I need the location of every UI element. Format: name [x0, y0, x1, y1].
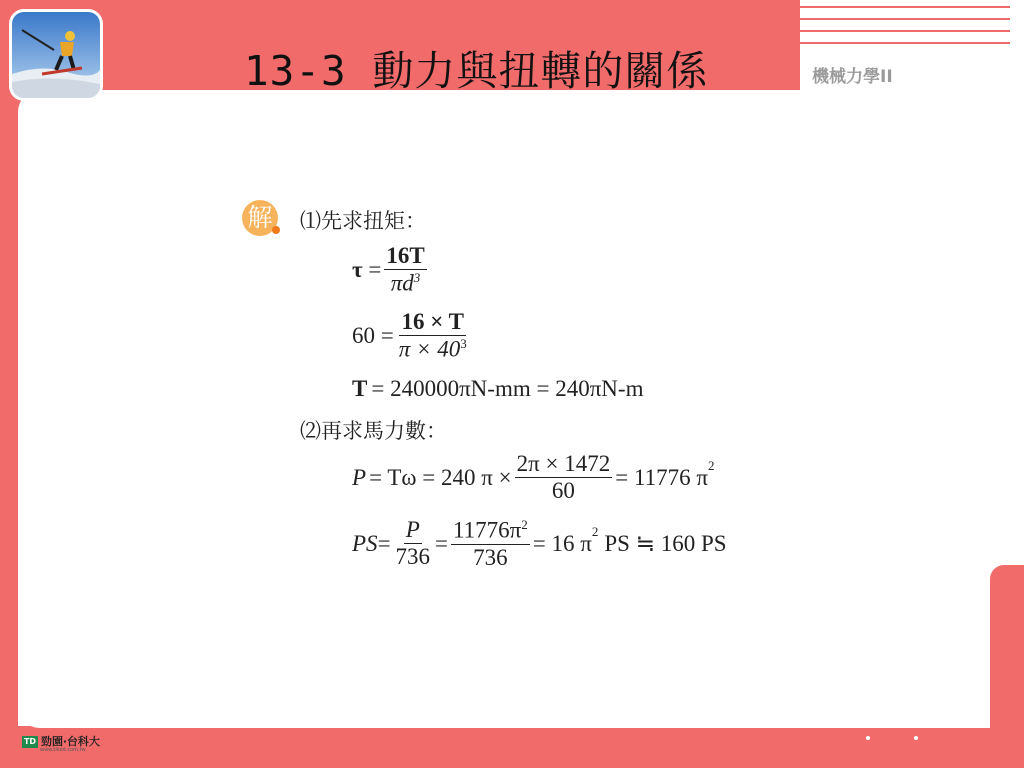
- equals-sign: =: [362, 256, 382, 282]
- eq5-f2-num-base: 11776π: [453, 517, 522, 543]
- eq4-lhs: P: [352, 464, 367, 490]
- eq5-f2-num-exp: 2: [521, 517, 528, 532]
- eq2-fraction: [397, 310, 469, 362]
- equation-torque-substitution: [352, 310, 472, 362]
- eq5-rhs-exp: 2: [591, 524, 599, 539]
- eq1-lhs: τ: [352, 256, 363, 282]
- eq2-lhs: 60: [352, 322, 375, 348]
- eq4-denominator: 60: [551, 478, 575, 504]
- eq1-den-exp: 3: [413, 270, 421, 286]
- footer-dot: [914, 736, 918, 740]
- equals-sign: =: [375, 322, 394, 348]
- eq5-f1-denominator: 736: [395, 544, 431, 570]
- eq5-fraction-2: [451, 518, 530, 570]
- eq2-den-exp: 3: [460, 336, 467, 352]
- step-2-label: ⑵再求馬力數：: [300, 419, 447, 443]
- eq4-mid: = Tω = 240 π ×: [369, 464, 512, 490]
- equation-shear-stress: [352, 244, 430, 296]
- eq5-rhs: = 16 π: [532, 530, 592, 556]
- eq2-numerator: 16 × T: [399, 310, 466, 336]
- eq2-denominator: [397, 336, 469, 362]
- logo-text: 勁園‧台科大: [41, 735, 100, 748]
- slide-title: 13-3 動力與扭轉的關係: [244, 47, 709, 95]
- eq3-rhs: = 240000πN-mm = 240πN-m: [371, 376, 644, 401]
- equals-sign: =: [435, 530, 449, 556]
- equation-power: [352, 452, 714, 503]
- eq5-rhs-tail: PS ≒ 160 PS: [604, 530, 727, 556]
- eq1-numerator: 16T: [384, 244, 426, 270]
- eq4-fraction: [515, 452, 613, 503]
- course-label: 機械力學II: [812, 67, 893, 87]
- eq4-rhs: = 11776 π: [615, 464, 708, 490]
- equals-sign: =: [377, 530, 391, 556]
- logo-url: www.tiked.com.tw: [40, 747, 86, 753]
- footer-dot: [866, 736, 870, 740]
- eq5-f2-denominator: 736: [473, 544, 508, 570]
- eq4-numerator: 2π × 1472: [515, 452, 613, 478]
- eq4-rhs-exp: 2: [707, 458, 715, 473]
- eq5-f2-numerator: [451, 518, 530, 545]
- solution-icon-dot: [272, 226, 280, 234]
- eq2-den-base: π × 40: [398, 336, 461, 362]
- solution-icon: 解: [242, 200, 278, 236]
- eq5-f1-numerator: P: [404, 518, 422, 544]
- logo-mark-icon: TD: [23, 737, 37, 746]
- eq5-fraction-1: [394, 518, 433, 569]
- equation-horsepower: [352, 518, 727, 570]
- eq3-lhs: T: [352, 376, 368, 401]
- step-1-label: ⑴先求扭矩：: [300, 209, 426, 233]
- eq1-den-base: πd: [390, 270, 414, 296]
- eq5-lhs: PS: [352, 530, 378, 556]
- equation-torque-result: [352, 376, 643, 402]
- eq1-denominator: [389, 270, 423, 296]
- eq1-fraction: [384, 244, 426, 296]
